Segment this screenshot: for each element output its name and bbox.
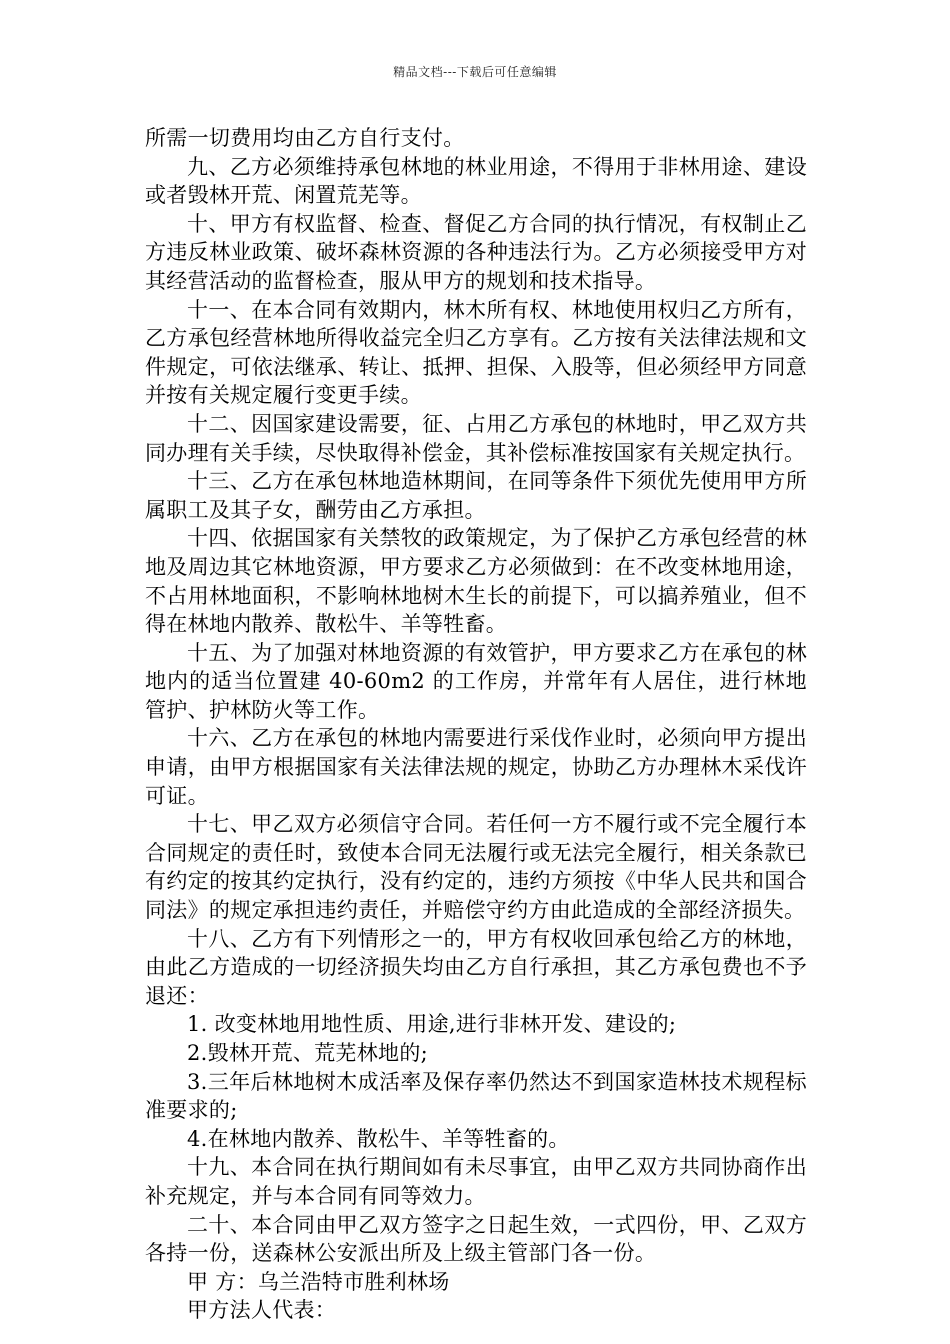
clause-18-item-1: 1. 改变林地用地性质、用途,进行非林开发、建设的; (187, 1012, 677, 1037)
document-body (145, 124, 807, 1325)
clause-18-item-4: 4.在林地内散养、散松牛、羊等牲畜的。 (187, 1126, 570, 1151)
clause-16: 十六、乙方在承包的林地内需要进行采伐作业时，必须向甲方提出申请，由甲方根据国家有关法律法规的规定，协助乙方办理林木采伐许可证。 (145, 726, 807, 808)
clause-15: 十五、为了加强对林地资源的有效管护，甲方要求乙方在承包的林地内的适当位置建 40-60m2 的工作房，并常年有人居住，进行林地管护、护林防火等工作。 (145, 640, 807, 722)
clause-18: 十八、乙方有下列情形之一的，甲方有权收回承包给乙方的林地，由此乙方造成的一切经济损失均由乙方自行承担，其乙方承包费也不予退还： (145, 926, 807, 1008)
clause-18-item-3: 3.三年后林地树木成活率及保存率仍然达不到国家造林技术规程标准要求的; (145, 1069, 807, 1123)
clause-19: 十九、本合同在执行期间如有未尽事宜，由甲乙双方共同协商作出补充规定，并与本合同有同等效力。 (145, 1155, 807, 1208)
clause-10: 十、甲方有权监督、检查、督促乙方合同的执行情况，有权制止乙方违反林业政策、破坏森林资源的各种违法行为。乙方必须接受甲方对其经营活动的监督检查，服从甲方的规划和技术指导。 (145, 211, 807, 293)
clause-18-item-2: 2.毁林开荒、荒芜林地的; (187, 1041, 429, 1065)
party-a-name: 甲 方：乌兰浩特市胜利林场 (187, 1269, 450, 1294)
clause-20: 二十、本合同由甲乙双方签字之日起生效，一式四份，甲、乙双方各持一份，送森林公安派出所及上级主管部门各一份。 (145, 1212, 807, 1266)
party-a-representative: 甲方法人代表： (187, 1298, 337, 1323)
clause-17: 十七、甲乙双方必须信守合同。若任何一方不履行或不完全履行本合同规定的责任时，致使本合同无法履行或无法完全履行，相关条款已有约定的按其约定执行，没有约定的，违约方须按《中华人民共和国合同法》的规定承担违约责任，并赔偿守约方由此造成的全部经济损失。 (145, 812, 807, 923)
clause-11: 十一、在本合同有效期内，林木所有权、林地使用权归乙方所有，乙方承包经营林地所得收益完全归乙方享有。乙方按有关法律法规和文件规定，可依法继承、转让、抵押、担保、入股等，但必须经甲方同意并按有关规定履行变更手续。 (145, 297, 807, 408)
paragraph-continuation: 所需一切费用均由乙方自行支付。 (145, 126, 465, 150)
clause-9: 九、乙方必须维持承包林地的林业用途，不得用于非林用途、建设或者毁林开荒、闲置荒芜等。 (145, 154, 807, 208)
clause-14: 十四、依据国家有关禁牧的政策规定，为了保护乙方承包经营的林地及周边其它林地资源，甲方要求乙方必须做到：在不改变林地用途，不占用林地面积，不影响林地树木生长的前提下，可以搞养殖业，但不得在林地内散养、散松牛、羊等牲畜。 (145, 526, 807, 637)
page-header: 精品文档---下载后可任意编辑 (393, 65, 557, 79)
clause-12: 十二、因国家建设需要，征、占用乙方承包的林地时，甲乙双方共同办理有关手续，尽快取得补偿金，其补偿标准按国家有关规定执行。 (145, 411, 807, 465)
clause-13: 十三、乙方在承包林地造林期间，在同等条件下须优先使用甲方所属职工及其子女，酬劳由乙方承担。 (145, 469, 807, 522)
